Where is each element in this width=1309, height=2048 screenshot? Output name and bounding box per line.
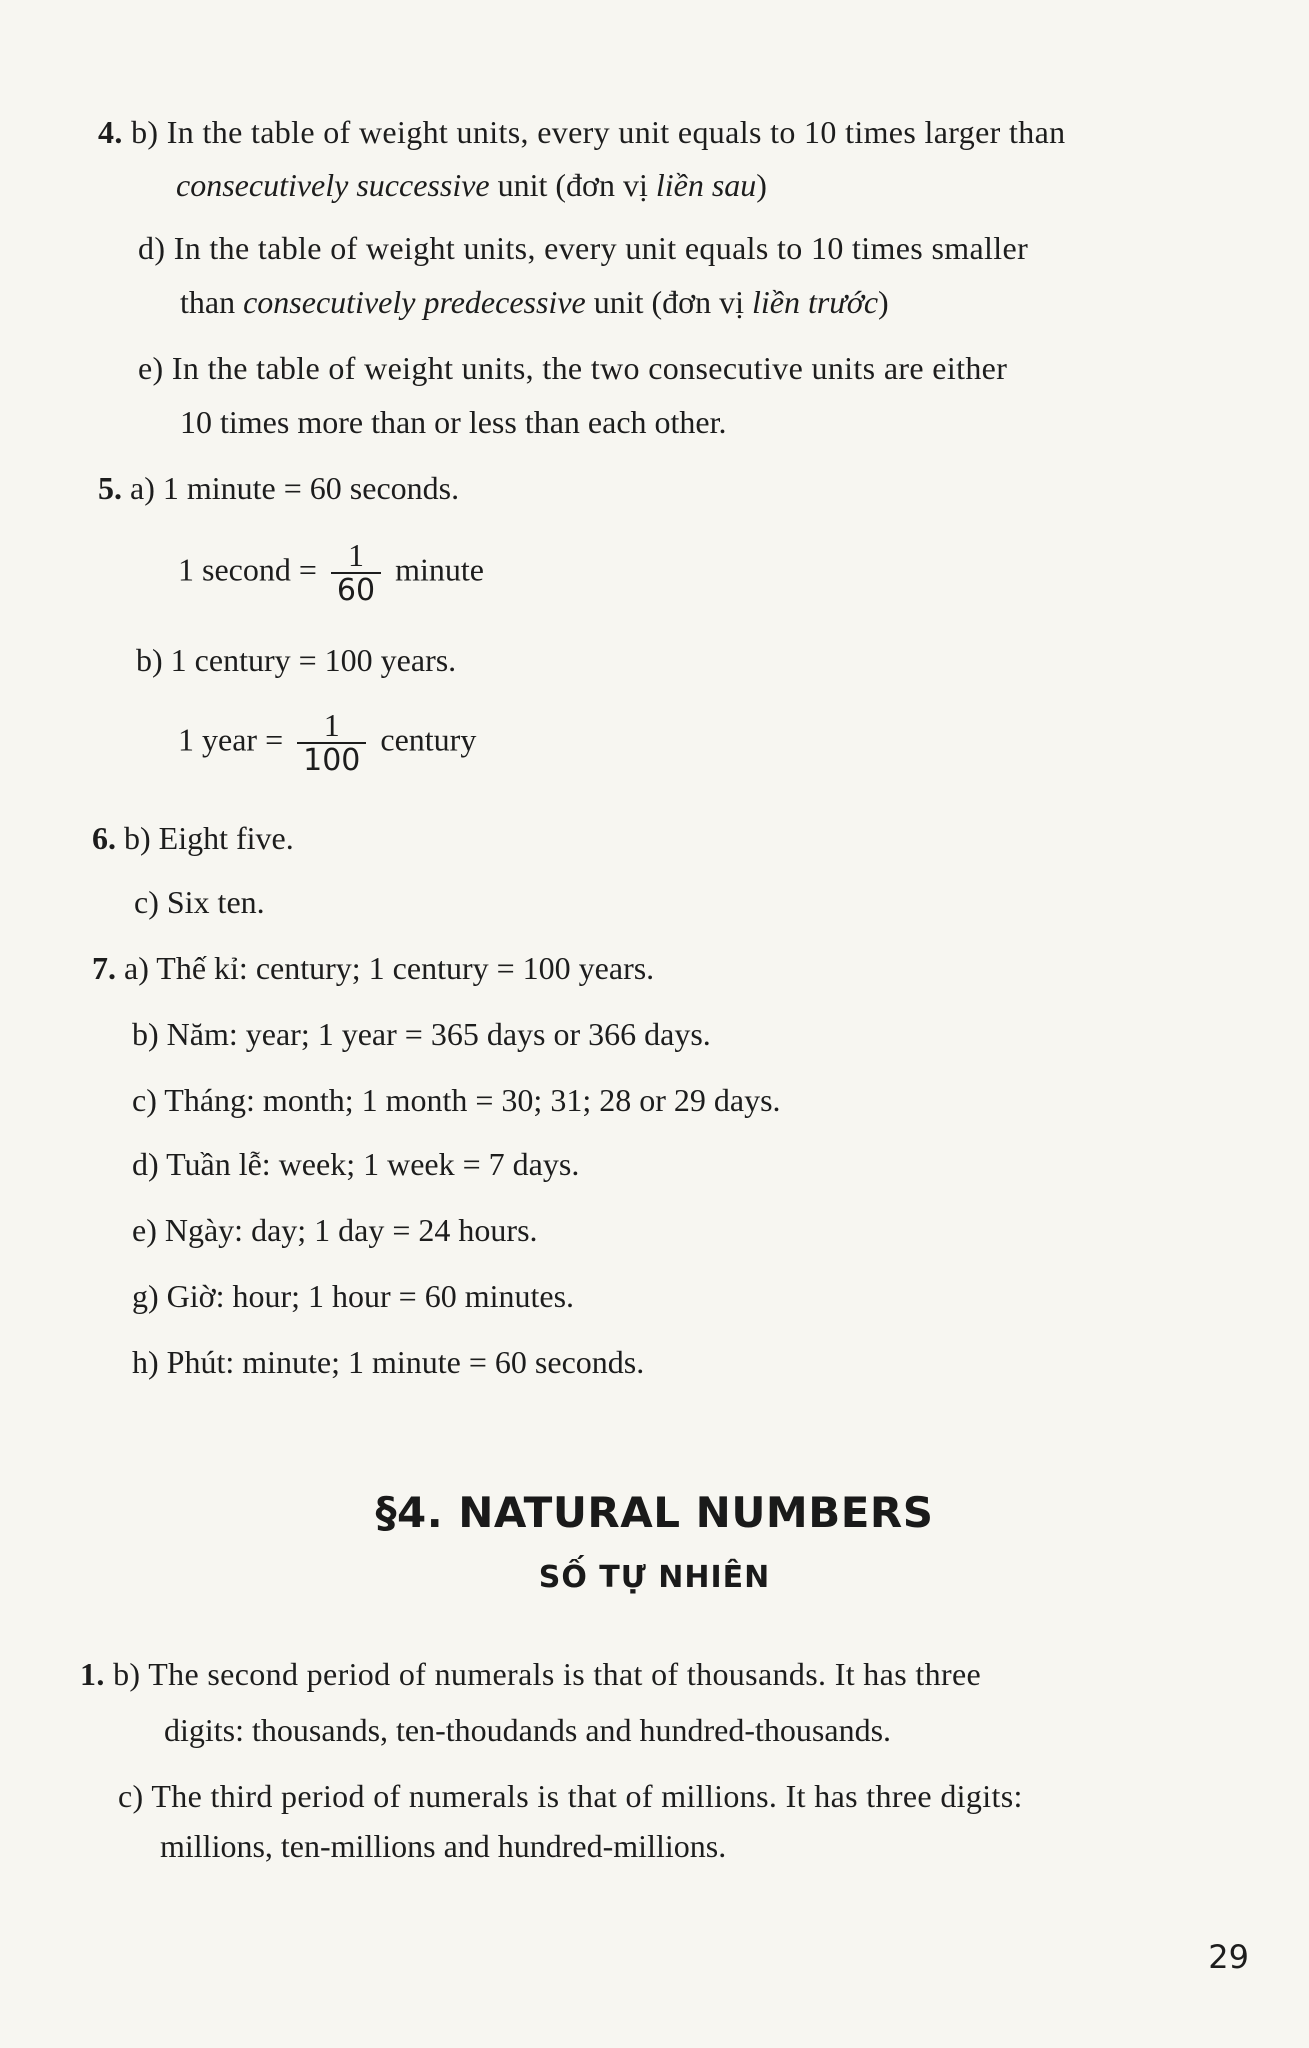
ex4-b-line2: consecutively successive unit (đơn vị liền sau) [176,167,767,203]
ex5-b: b) 1 century = 100 years. [136,642,457,678]
ex4-e-line1: e) In the table of weight units, the two consecutive units are either [138,350,1008,386]
section-title: §4. NATURAL NUMBERS [375,1488,934,1537]
ex7-c: c) Tháng: month; 1 month = 30; 31; 28 or 29 days. [132,1082,781,1118]
page-number: 29 [1208,1938,1249,1976]
ex6-c: c) Six ten. [134,884,265,920]
fraction: $\frac{1}{60}$ [331,538,381,608]
ex7-h: h) Phút: minute; 1 minute = 60 seconds. [132,1344,645,1380]
section-subtitle: SỐ TỰ NHIÊN [538,1560,771,1595]
fraction: $\frac{1}{100}$ [297,708,366,778]
ex5-b-fraction-line: 1 year = $\frac{1}{100}$ century [178,707,477,778]
ex7-d: d) Tuần lễ: week; 1 week = 7 days. [132,1146,580,1182]
ex4-d-line2: than consecutively predecessive unit (đơn vị liền trước) [180,284,889,320]
ex4-b-line1: 4. b) In the table of weight units, every unit equals to 10 times larger than [98,114,1066,150]
s4-ex1-c-line2: millions, ten-millions and hundred-millions. [160,1828,727,1864]
ex5-a-fraction-line: 1 second = $\frac{1}{60}$ minute [178,537,484,608]
ex6-b: 6. b) Eight five. [92,820,294,856]
ex4-d-line1: d) In the table of weight units, every unit equals to 10 times smaller [138,230,1029,266]
s4-ex1-b-line1: 1. b) The second period of numerals is that of thousands. It has three [80,1656,982,1692]
ex7-g: g) Giờ: hour; 1 hour = 60 minutes. [132,1278,575,1314]
ex7-a: 7. a) Thế kỉ: century; 1 century = 100 years. [92,950,655,986]
s4-ex1-c-line1: c) The third period of numerals is that of millions. It has three digits: [118,1778,1023,1814]
ex7-e: e) Ngày: day; 1 day = 24 hours. [132,1212,538,1248]
s4-ex1-b-line2: digits: thousands, ten-thoudands and hundred-thousands. [164,1712,892,1748]
ex4-e-line2: 10 times more than or less than each other. [180,404,727,440]
ex7-b: b) Năm: year; 1 year = 365 days or 366 days. [132,1016,711,1052]
ex5-a: 5. a) 1 minute = 60 seconds. [98,470,460,506]
